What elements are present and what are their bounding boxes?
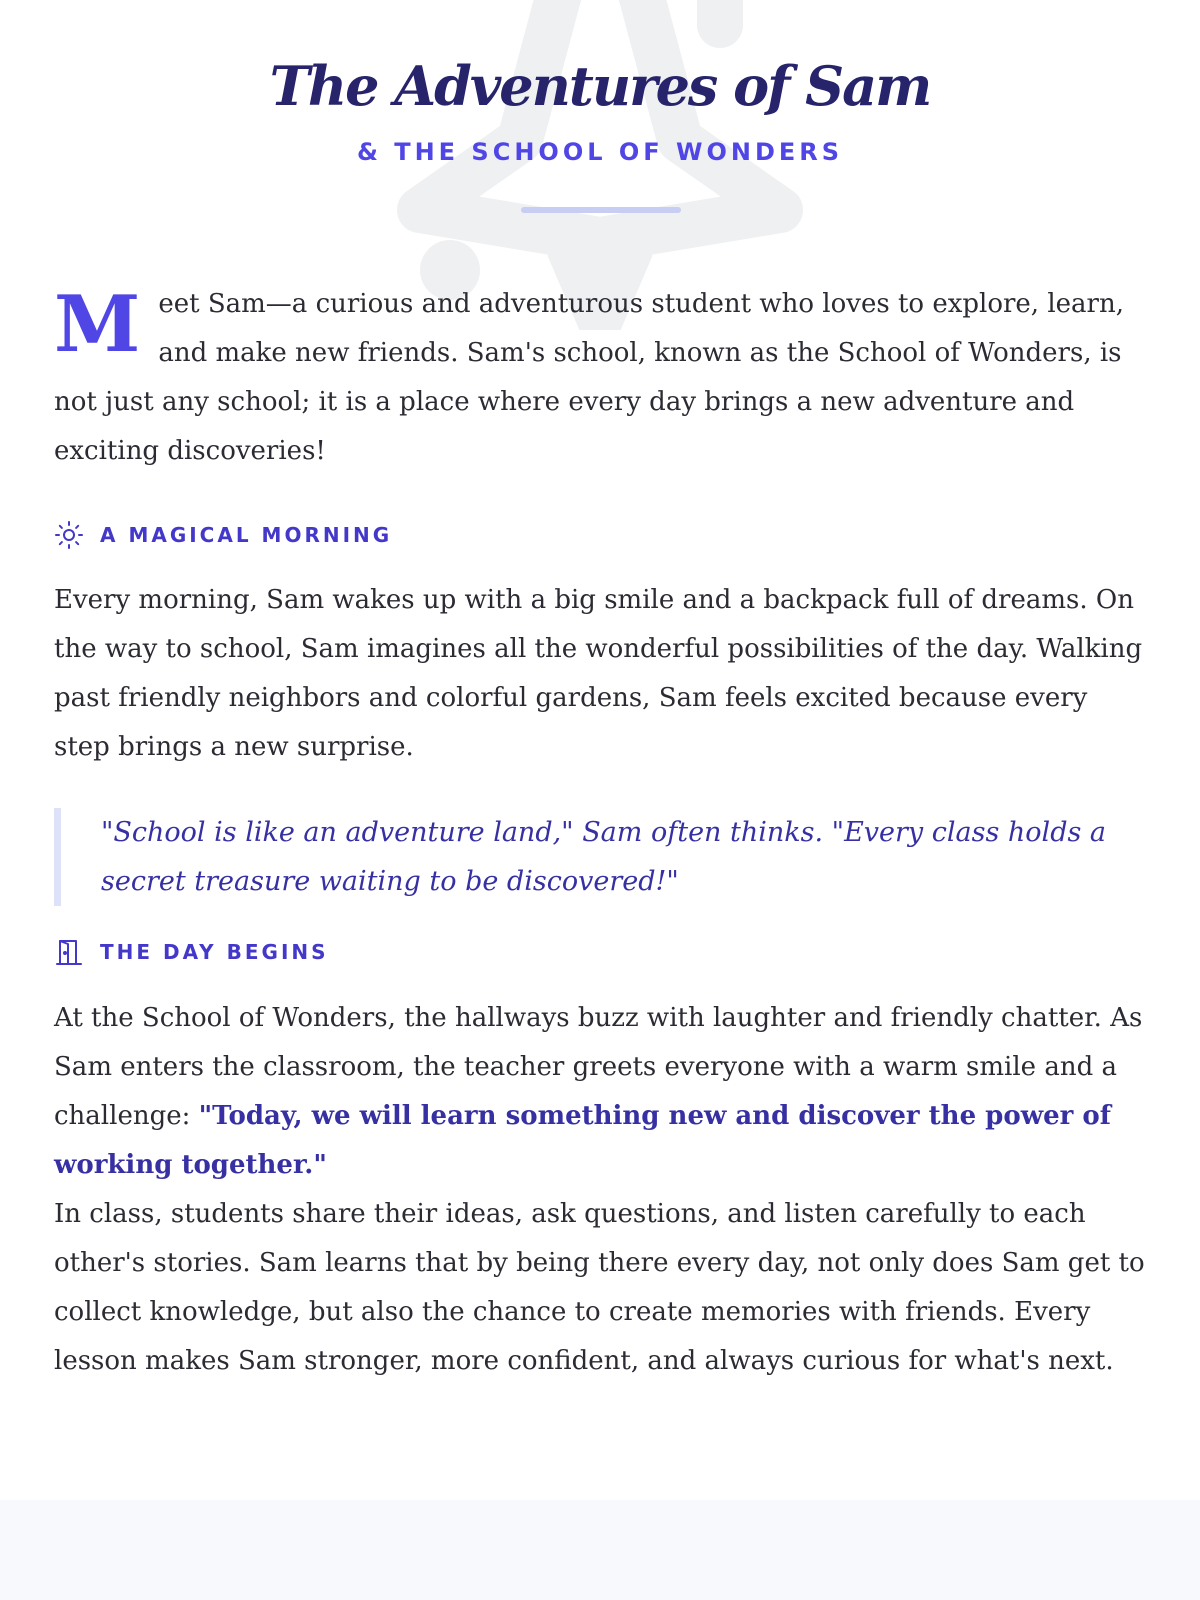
page-title: The Adventures of Sam <box>269 54 931 118</box>
teacher-quote-emphasis: "Today, we will learn something new and discover the power of working together." <box>54 1101 1111 1180</box>
door-icon <box>54 937 86 967</box>
intro-paragraph <box>54 280 1146 476</box>
drop-cap: M <box>54 279 141 370</box>
sun-icon <box>54 520 86 550</box>
intro-text: eet Sam—a curious and adventurous student who loves to explore, learn, and make new friends. Sam's school, known as the School of Wonders, is not just any school; it is a place where every day brings a new adventure and exciting discoveries! <box>54 289 1124 466</box>
day-begins-paragraph <box>54 994 1146 1386</box>
section-heading-label: A MAGICAL MORNING <box>100 523 393 547</box>
page-subtitle: & THE SCHOOL OF WONDERS <box>356 138 844 166</box>
sam-quote: "School is like an adventure land," Sam often thinks. "Every class holds a secret treasure waiting to be discovered!" <box>54 808 1146 906</box>
section-heading-day-begins <box>54 937 329 967</box>
title-divider <box>521 207 681 213</box>
footer-band <box>0 1500 1200 1600</box>
paragraph-continued-text: In class, students share their ideas, ask questions, and listen carefully to each other's stories. Sam learns that by being there every day, not only does Sam get to collect knowledge, but also the chance to create memories with friends. Every lesson makes Sam stronger, more confident, and always curious for what's next. <box>54 1199 1145 1376</box>
section-heading-label: THE DAY BEGINS <box>100 940 329 964</box>
magical-morning-paragraph: Every morning, Sam wakes up with a big smile and a backpack full of dreams. On the way to school, Sam imagines all the wonderful possibilities of the day. Walking past friendly neighbors and colorful gardens, Sam feels excited because every step brings a new surprise. <box>54 585 1143 762</box>
paragraph-text: At the School of Wonders, the hallways buzz with laughter and friendly chatter. As Sam enters the classroom, the teacher greets everyone with a warm smile and a challenge: <box>54 1003 1143 1131</box>
section-heading-magical-morning <box>54 520 392 550</box>
